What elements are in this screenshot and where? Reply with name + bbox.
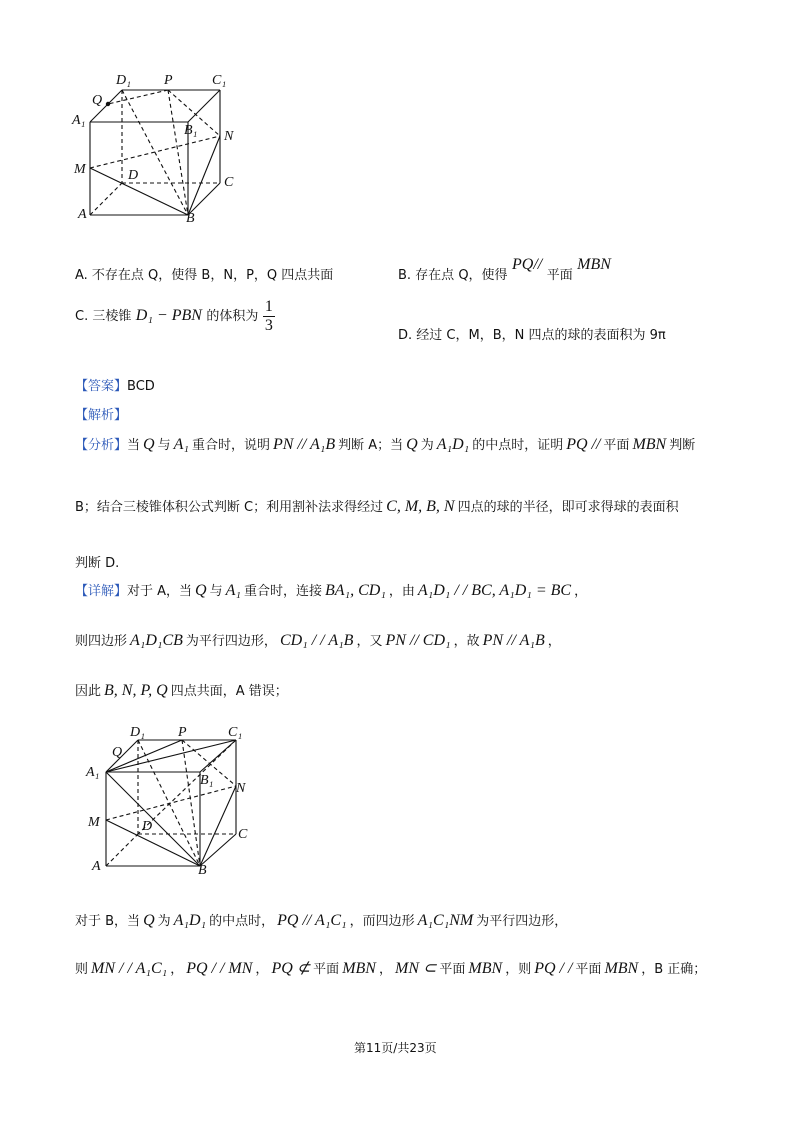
text-run: ，故: [453, 634, 480, 649]
text-run: 的中点时，: [209, 914, 275, 929]
text-run: ，由: [388, 584, 415, 599]
label-B1: B₁: [184, 123, 198, 138]
text-run: 四点的球的半径，即可求得球的表面积: [457, 500, 679, 515]
answer-line: [75, 375, 155, 394]
text-run: 则四边形: [75, 634, 128, 649]
math-expression: MN ⊂: [394, 960, 437, 977]
text-run: 为平行四边形，: [185, 634, 277, 649]
label-M: M: [88, 815, 100, 830]
math-expression: PQ // A₁C₁: [277, 912, 347, 929]
label-N: N: [224, 129, 234, 144]
text-run: ，而四边形: [349, 914, 415, 929]
label-D1: D₁: [130, 726, 145, 740]
label-A1: A₁: [86, 765, 100, 780]
math-expression: Q: [143, 912, 155, 929]
label-A1: A₁: [72, 113, 86, 128]
math-expression: PQ //: [566, 436, 601, 453]
detail-line-4: [75, 910, 567, 930]
math-expression: A₁C₁NM: [417, 912, 474, 929]
math-expression: CD₁ / / A₁B: [279, 632, 354, 649]
math-expression: C, M, B, N: [386, 498, 455, 515]
math-expression: Q: [143, 436, 155, 453]
math-expression: PN // A₁B: [482, 632, 545, 649]
text-run: ，: [255, 962, 269, 977]
math-expression: A₁D₁: [436, 436, 470, 453]
math-expression: MBN: [632, 436, 667, 453]
math-expression: PN // A₁B: [272, 436, 336, 453]
math-expression: PQ / /: [534, 960, 573, 977]
option-a: A. 不存在点 Q，使得 B，N，P，Q 四点共面: [75, 268, 334, 283]
text-run: 四点共面，A 错误；: [170, 684, 288, 699]
label-Q: Q: [92, 93, 103, 108]
text-run: 为: [420, 438, 434, 453]
text-run: 平面: [313, 962, 340, 977]
text-run: 的中点时，证明: [472, 438, 564, 453]
cube-figure-2: [82, 726, 262, 876]
label-C1: C₁: [228, 726, 243, 740]
text-run: 为平行四边形，: [476, 914, 568, 929]
label-P: P: [178, 726, 187, 740]
text-run: 为: [157, 914, 171, 929]
math-expression: A₁: [173, 436, 189, 453]
analysis-heading: 【解析】: [75, 408, 128, 423]
page-footer: 第11页/共23页: [354, 1041, 437, 1055]
label-B: B: [198, 863, 207, 876]
text-run: 对于 B，当: [75, 914, 141, 929]
label-M: M: [74, 162, 86, 177]
text-run: 因此: [75, 684, 102, 699]
text-run: 对于 A，当: [127, 584, 193, 599]
answer-tag: 【答案】: [75, 379, 128, 394]
text-run: 平面: [575, 962, 602, 977]
text-run: 平面: [439, 962, 466, 977]
fraction-one-third: $\frac{1}{3}$: [264, 298, 273, 334]
text-run: 当: [127, 438, 141, 453]
text-run: 与: [209, 584, 223, 599]
text-run: ，: [170, 962, 184, 977]
math-expression: Q: [406, 436, 418, 453]
math-expression: MBN: [342, 960, 376, 977]
text-run: ，又: [356, 634, 383, 649]
option-d: D. 经过 C，M，B，N 四点的球的表面积为 9π: [398, 328, 666, 343]
math-expression: MBN: [604, 960, 639, 977]
math-expression: MBN: [468, 960, 503, 977]
math-expression: MN / / A₁C₁: [91, 960, 168, 977]
math-expression: A₁D₁: [173, 912, 207, 929]
detail-line-2: [75, 630, 561, 650]
label-C: C: [224, 175, 234, 190]
math-expression: PN // CD₁: [385, 632, 451, 649]
analysis-line-2: [75, 496, 679, 516]
option-c: C. 三棱锥 D₁ − PBN 的体积为 $\frac{1}{3}$: [75, 298, 273, 334]
label-D: D: [128, 168, 139, 183]
label-D: D: [142, 819, 153, 834]
detail-line-3: [75, 680, 288, 700]
math-expression: Q: [195, 582, 207, 599]
label-A: A: [78, 207, 87, 222]
text-run: 判断 A；当: [338, 438, 404, 453]
math-expression: A₁D₁CB: [130, 632, 183, 649]
math-expression: A₁D₁ / / BC, A₁D₁ = BC: [417, 582, 572, 599]
answer-value: BCD: [127, 379, 155, 394]
text-run: 则: [75, 962, 89, 977]
label-N: N: [236, 781, 246, 796]
analysis-line-1: 【分析】当 Q 与 A₁ 重合时，说明 PN // A₁B 判断 A；当 Q 为 A₁D₁ 的中点时，证明 PQ // 平面 MBN 判断: [75, 436, 696, 453]
text-run: 平面: [603, 438, 630, 453]
text-run: ，则: [505, 962, 532, 977]
text-run: 判断: [669, 438, 696, 453]
text-run: 重合时，连接: [243, 584, 322, 599]
detail-line-1: 【详解】对于 A，当 Q 与 A₁ 重合时，连接 BA₁, CD₁ ，由 A₁D₁ / / BC, A₁D₁ = BC ，: [75, 582, 588, 599]
detail-line-5: [75, 958, 706, 978]
option-b: B. 存在点 Q，使得 PQ// 平面 MBN: [398, 256, 611, 283]
math-expression: PQ ⊄: [271, 960, 311, 977]
analysis-line-3: 判断 D.: [75, 556, 120, 571]
text-run: 与: [157, 438, 171, 453]
label-B: B: [186, 211, 195, 226]
math-expression: B, N, P, Q: [104, 682, 168, 699]
text-run: ，: [378, 962, 392, 977]
text-run: ，: [547, 634, 561, 649]
label-B1: B₁: [200, 773, 214, 788]
text-run: ，: [574, 584, 588, 599]
cube-figure-1: [70, 70, 250, 230]
label-D1: D₁: [116, 73, 131, 88]
label-C: C: [238, 827, 248, 842]
text-run: ，B 正确；: [641, 962, 707, 977]
label-Q: Q: [112, 745, 123, 760]
text-run: 重合时，说明: [191, 438, 270, 453]
math-expression: A₁: [225, 582, 241, 599]
label-A: A: [92, 859, 101, 874]
label-P: P: [164, 73, 173, 88]
math-expression: PQ / / MN: [186, 960, 253, 977]
label-C1: C₁: [212, 73, 227, 88]
text-run: B；结合三棱锥体积公式判断 C；利用割补法求得经过: [75, 500, 384, 515]
math-expression: BA₁, CD₁: [324, 582, 386, 599]
